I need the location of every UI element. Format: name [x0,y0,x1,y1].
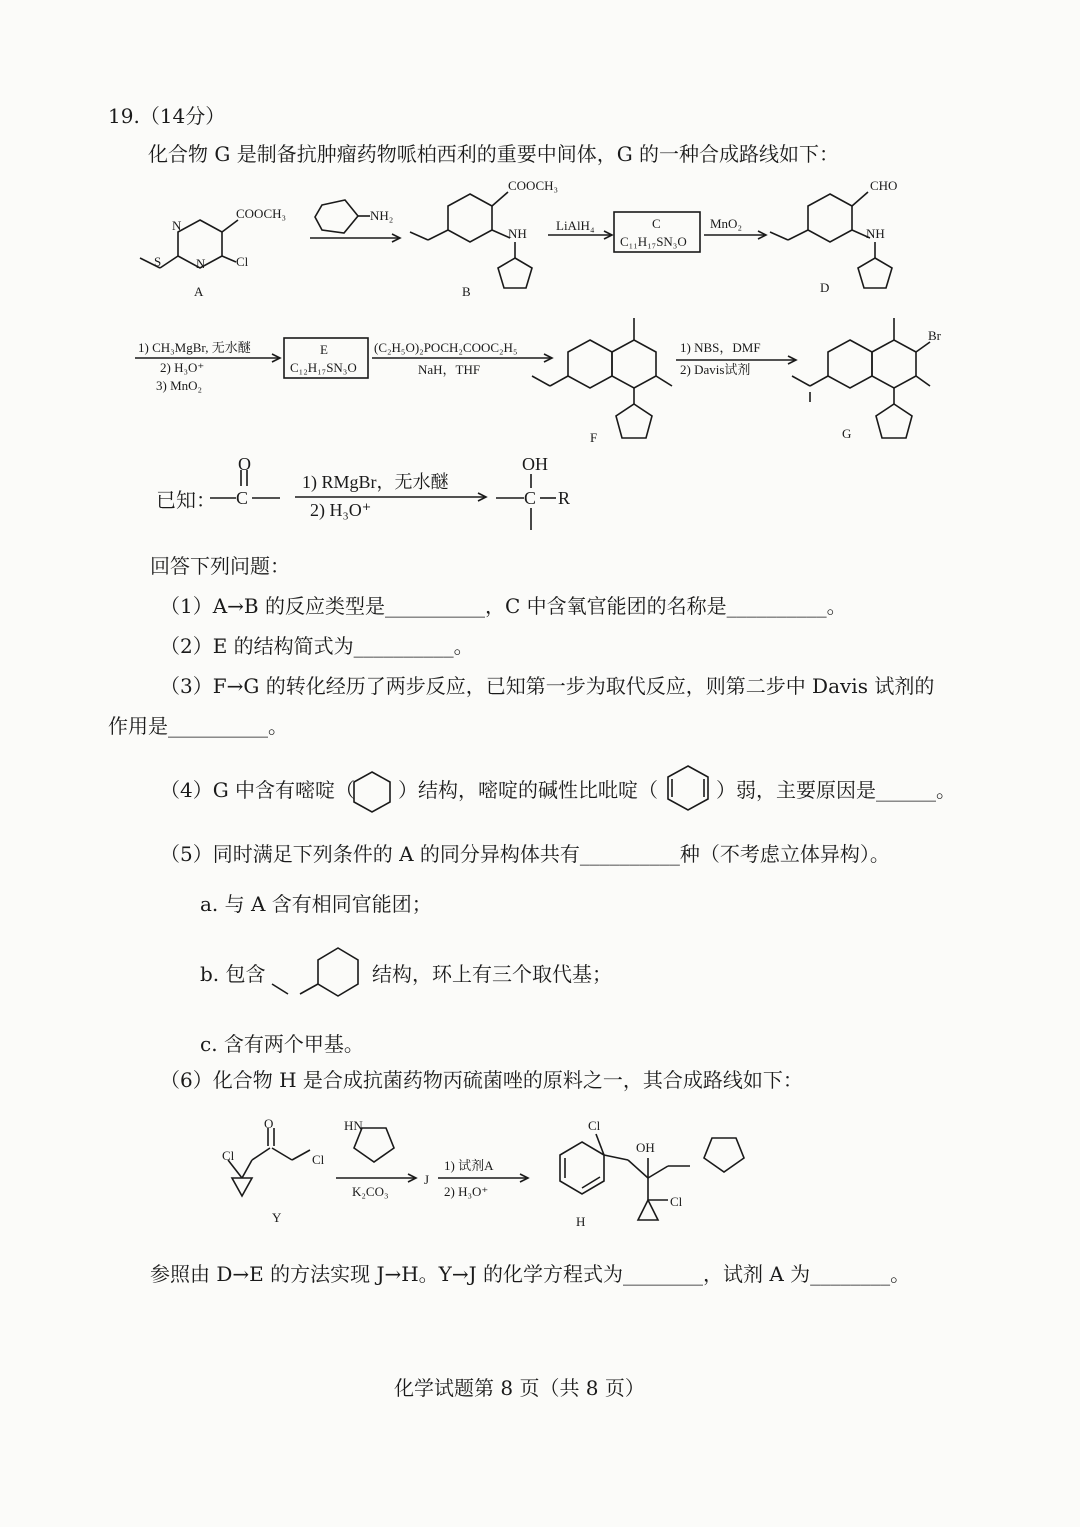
reagent-lialh4: LiAlH₄ [556,218,595,233]
known-c2: C [524,488,537,508]
question-points: （14分） [139,104,226,128]
h-cl2: Cl [670,1194,683,1209]
pyrimidine-structure [354,772,390,812]
y-cl: Cl [222,1148,235,1163]
a-n2: N [196,256,206,271]
d-nh: NH [866,226,885,241]
reagent-de-3: 3) MnO₂ [156,378,203,393]
q5-structure-ring [318,948,358,996]
a-n1: N [172,218,182,233]
question-4-part-a: （4）G 中含有嘧啶（ [160,778,356,802]
compound-f-ring2 [612,340,656,388]
compound-d-cyclopentyl [858,258,892,288]
compound-g-ring2 [872,340,916,388]
a-cl: Cl [236,254,249,269]
question-1: （1）A→B 的反应类型是__________，C 中含氧官能团的名称是__________。 [160,594,847,618]
reagent-jh-1: 1) 试剂A [444,1158,494,1173]
question-4-part-c: ）弱，主要原因是______。 [716,778,956,802]
reagent-ef-top: (C₂H₅O)₂POCH₂COOC₂H₅ [374,340,518,355]
label-b: B [462,284,471,299]
question-3-line1: （3）F→G 的转化经历了两步反应，已知第一步为取代反应，则第二步中 Davis 试剂的 [160,674,935,698]
compound-d-ring [808,194,852,242]
label-c: C [652,216,661,231]
question-number-text: 19. [108,104,140,128]
question-5-b-pre: b. 包含 [200,962,266,986]
a-s: S [154,254,162,269]
reagent-ef-bottom: NaH，THF [418,362,481,377]
known-r: R [558,488,571,508]
reagent-jh-2: 2) H₃O⁺ [444,1184,489,1199]
d-cho: CHO [870,178,898,193]
y-o: O [264,1116,274,1131]
h-oh: OH [636,1140,655,1155]
compound-g-cyclopentyl [876,404,912,438]
label-e: E [320,342,328,357]
g-br: Br [928,328,941,343]
reagent-de-2: 2) H₃O⁺ [160,360,205,375]
compound-y-cyclopropyl [232,1178,252,1196]
label-a: A [194,284,204,299]
known-reagent-1: 1) RMgBr，无水醚 [302,472,449,492]
known-prefix: 已知： [156,488,216,512]
question-5-b-post: 结构，环上有三个取代基； [372,962,612,986]
question-6-end: 参照由 D→E 的方法实现 J→H。Y→J 的化学方程式为________，试剂 A 为________。 [150,1262,911,1286]
compound-g-ring1 [828,340,872,388]
compound-f-cyclopentyl [616,404,652,438]
h-cl: Cl [588,1118,601,1133]
c-formula: C₁₁H₁₇SN₃O [620,234,687,249]
question-4-part-b: ）结构，嘧啶的碱性比吡啶（ [398,778,658,802]
known-c: C [236,488,249,508]
reagent-k2co3: K₂CO₃ [352,1184,389,1199]
cyclopentyl-reagent [315,200,358,233]
question-5-c: c. 含有两个甲基。 [200,1032,364,1056]
label-h: H [576,1214,586,1229]
known-o: O [238,454,251,474]
question-6: （6）化合物 H 是合成抗菌药物丙硫菌唑的原料之一，其合成路线如下： [160,1068,803,1092]
question-2: （2）E 的结构简式为__________。 [160,634,474,658]
compound-h-triazole [704,1138,744,1172]
label-d: D [820,280,830,295]
question-5: （5）同时满足下列条件的 A 的同分异构体共有__________种（不考虑立体异构）。 [160,842,890,866]
pyridine-structure [668,766,708,810]
reagent-fg-2: 2) Davis试剂 [680,362,751,377]
compound-h-benzene [560,1142,604,1194]
label-j: J [424,1172,430,1187]
triazole-reagent [354,1128,394,1162]
known-oh: OH [522,454,548,474]
reagent-fg-1: 1) NBS，DMF [680,340,761,355]
compound-b-cyclopentyl [498,258,532,288]
y-cl2: Cl [312,1152,325,1167]
question-5-a: a. 与 A 含有相同官能团； [200,892,432,916]
label-f: F [590,430,598,445]
reagent-nh2: NH₂ [370,208,394,223]
answer-prompt: 回答下列问题： [150,554,290,578]
question-3-line2: 作用是__________。 [108,714,288,738]
compound-b-ring [448,194,492,242]
e-formula: C₁₂H₁₇SN₃O [290,360,357,375]
page-footer: 化学试题第 8 页（共 8 页） [394,1376,645,1400]
label-y: Y [272,1210,282,1225]
triazole-hn: HN [344,1118,363,1133]
a-cooch3: COOCH₃ [236,206,287,221]
reagent-de-1: 1) CH₃MgBr, 无水醚 [138,340,251,355]
known-reagent-2: 2) H₃O⁺ [310,500,372,520]
b-cooch3: COOCH₃ [508,178,559,193]
reagent-mno2: MnO₂ [710,216,742,231]
b-nh: NH [508,226,527,241]
label-g: G [842,426,852,441]
compound-h-cyclopropyl [638,1200,658,1220]
compound-f-ring1 [568,340,612,388]
question-intro: 化合物 G 是制备抗肿瘤药物哌柏西利的重要中间体，G 的一种合成路线如下： [148,142,840,166]
